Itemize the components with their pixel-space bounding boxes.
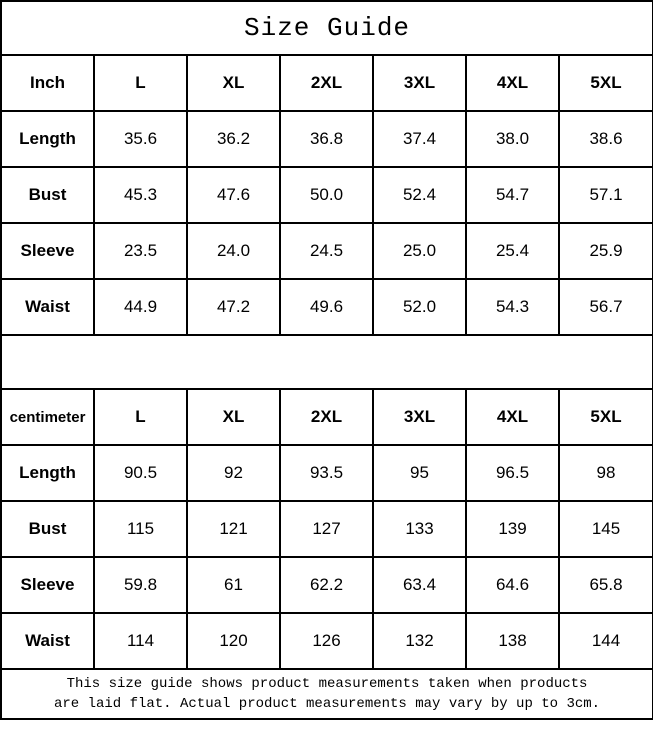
footer-note-line-2: are laid flat. Actual product measurements may vary by up to 3cm. — [53, 696, 601, 712]
size-value-cell: 56.7 — [559, 279, 653, 335]
size-value-cell: 38.0 — [466, 111, 559, 167]
size-col-header: 3XL — [373, 389, 466, 445]
size-value-cell: 121 — [187, 501, 280, 557]
size-value-cell: 36.2 — [187, 111, 280, 167]
inch-header-row — [1, 55, 653, 111]
size-value-cell: 25.0 — [373, 223, 466, 279]
row-label: Waist — [1, 613, 94, 669]
size-value-cell: 133 — [373, 501, 466, 557]
row-label: Sleeve — [1, 223, 94, 279]
row-label: Waist — [1, 279, 94, 335]
size-col-header: L — [94, 389, 187, 445]
size-value-cell: 90.5 — [94, 445, 187, 501]
size-value-cell: 126 — [280, 613, 373, 669]
size-value-cell: 45.3 — [94, 167, 187, 223]
size-value-cell: 24.0 — [187, 223, 280, 279]
size-value-cell: 120 — [187, 613, 280, 669]
size-value-cell: 92 — [187, 445, 280, 501]
size-value-cell: 65.8 — [559, 557, 653, 613]
size-col-header: 2XL — [280, 389, 373, 445]
size-value-cell: 52.4 — [373, 167, 466, 223]
page-title: Size Guide — [1, 1, 653, 55]
row-label: Bust — [1, 501, 94, 557]
size-value-cell: 52.0 — [373, 279, 466, 335]
table-row — [1, 279, 653, 335]
size-col-header: 5XL — [559, 389, 653, 445]
size-value-cell: 64.6 — [466, 557, 559, 613]
footer-row — [1, 669, 653, 719]
size-col-header: 4XL — [466, 55, 559, 111]
size-value-cell: 95 — [373, 445, 466, 501]
size-col-header: 4XL — [466, 389, 559, 445]
size-value-cell: 54.3 — [466, 279, 559, 335]
size-value-cell: 63.4 — [373, 557, 466, 613]
size-value-cell: 139 — [466, 501, 559, 557]
size-value-cell: 93.5 — [280, 445, 373, 501]
table-row — [1, 111, 653, 167]
size-value-cell: 44.9 — [94, 279, 187, 335]
size-value-cell: 49.6 — [280, 279, 373, 335]
size-value-cell: 138 — [466, 613, 559, 669]
centimeter-header-row — [1, 389, 653, 445]
size-value-cell: 62.2 — [280, 557, 373, 613]
size-col-header: XL — [187, 389, 280, 445]
size-value-cell: 98 — [559, 445, 653, 501]
size-col-header: L — [94, 55, 187, 111]
table-row — [1, 501, 653, 557]
row-label: Length — [1, 111, 94, 167]
size-col-header: 2XL — [280, 55, 373, 111]
size-value-cell: 35.6 — [94, 111, 187, 167]
table-row — [1, 223, 653, 279]
table-row — [1, 613, 653, 669]
size-value-cell: 24.5 — [280, 223, 373, 279]
size-value-cell: 115 — [94, 501, 187, 557]
table-row — [1, 557, 653, 613]
spacer-cell — [1, 335, 653, 389]
size-col-header: XL — [187, 55, 280, 111]
size-col-header: 3XL — [373, 55, 466, 111]
size-value-cell: 50.0 — [280, 167, 373, 223]
footer-note-line-1: This size guide shows product measurements taken when products — [66, 675, 588, 692]
row-label: Bust — [1, 167, 94, 223]
size-value-cell: 25.9 — [559, 223, 653, 279]
table-row — [1, 167, 653, 223]
size-value-cell: 37.4 — [373, 111, 466, 167]
size-value-cell: 23.5 — [94, 223, 187, 279]
size-value-cell: 54.7 — [466, 167, 559, 223]
size-value-cell: 145 — [559, 501, 653, 557]
size-value-cell: 61 — [187, 557, 280, 613]
spacer-row — [1, 335, 653, 389]
size-value-cell: 47.6 — [187, 167, 280, 223]
row-label: Sleeve — [1, 557, 94, 613]
size-value-cell: 114 — [94, 613, 187, 669]
unit-header-inch: Inch — [1, 55, 94, 111]
size-value-cell: 132 — [373, 613, 466, 669]
size-value-cell: 127 — [280, 501, 373, 557]
title-row — [1, 1, 653, 55]
size-value-cell: 144 — [559, 613, 653, 669]
unit-header-centimeter: centimeter — [1, 389, 94, 445]
footer-note — [1, 669, 653, 719]
size-value-cell: 96.5 — [466, 445, 559, 501]
size-value-cell: 59.8 — [94, 557, 187, 613]
size-value-cell: 25.4 — [466, 223, 559, 279]
size-value-cell: 47.2 — [187, 279, 280, 335]
size-value-cell: 38.6 — [559, 111, 653, 167]
table-row — [1, 445, 653, 501]
size-value-cell: 36.8 — [280, 111, 373, 167]
size-col-header: 5XL — [559, 55, 653, 111]
row-label: Length — [1, 445, 94, 501]
size-value-cell: 57.1 — [559, 167, 653, 223]
